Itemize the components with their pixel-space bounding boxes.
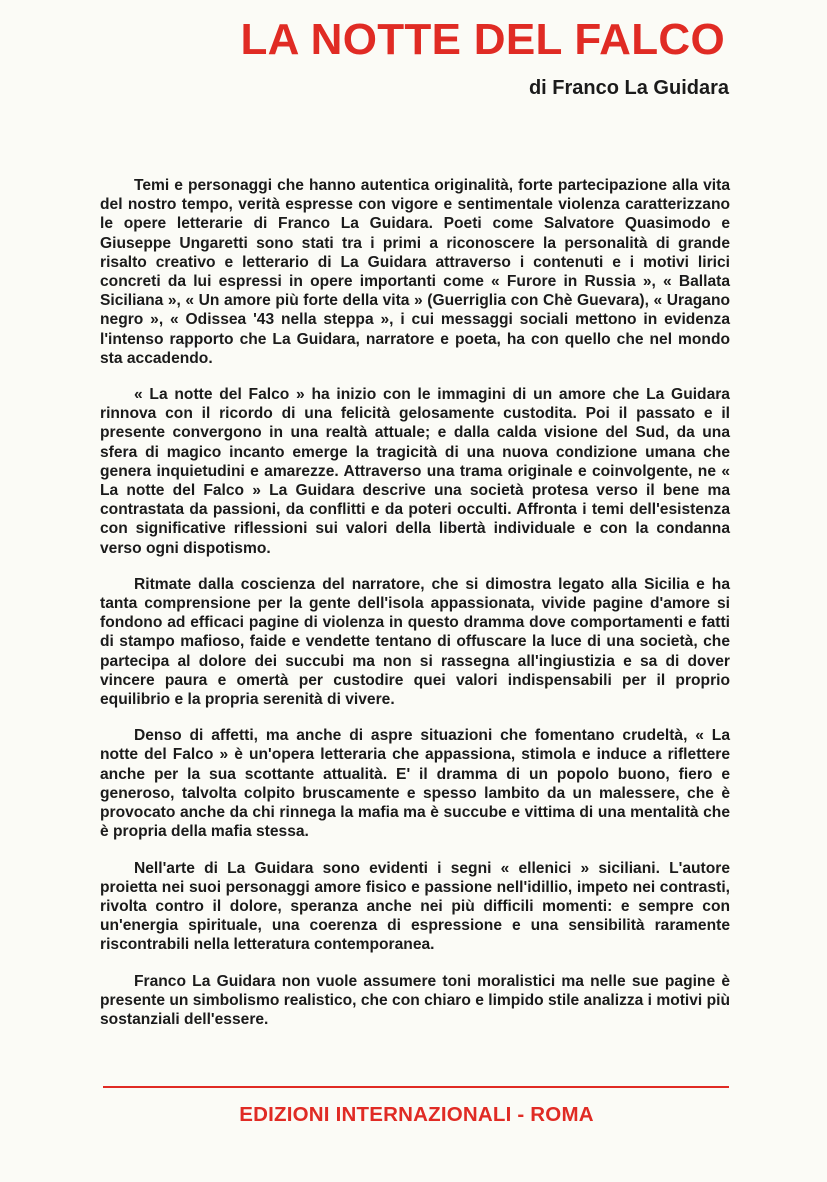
footer-divider	[103, 1086, 729, 1088]
book-author: di Franco La Guidara	[528, 77, 729, 99]
blurb-paragraph-3: Ritmate dalla coscienza del narratore, che si dimostra legato alla Sicilia e ha tanta comprensione per la gente dell'isola appassionata, vivide pagine d'amore si fondono ad efficaci pagine di violenza in questo dramma dove comportamenti e fatti di stampo mafioso, faide e vendette tentano di offuscare la luce di una società, che partecipa al dolore dei succubi ma non si rassegna all'ingiustizia e sa di dover vincere paura e omertà per custodire quei valori indispensabili per il proprio equilibrio e la propria serenità di vivere.	[100, 575, 730, 709]
blurb-text	[100, 176, 730, 1046]
publisher-name	[0, 1100, 827, 1130]
blurb-paragraph-6: Franco La Guidara non vuole assumere toni moralistici ma nelle sue pagine è presente un simbolismo realistico, che con chiaro e limpido stile analizza i motivi più sostanziali dell'essere.	[100, 972, 730, 1028]
blurb-paragraph-1: Temi e personaggi che hanno autentica originalità, forte partecipazione alla vita del nostro tempo, verità espresse con vigore e sentimentale violenza caratterizzano le opere letterarie di Franco La Guidara. Poeti come Salvatore Quasimodo e Giuseppe Ungaretti sono stati tra i primi a riconoscere la personalità di grande risalto creativo e letterario di La Guidara attraverso i contenuti e i motivi lirici concreti da lui espressi in opere importanti come « Furore in Russia », « Ballata Siciliana », « Un amore più forte della vita » (Guerriglia con Chè Guevara), « Uragano negro », « Odissea '43 nella steppa », i cui messaggi sociali mettono in evidenza l'intenso rapporto che La Guidara, narratore e poeta, ha con quello che nel mondo sta accadendo.	[100, 177, 730, 367]
blurb-paragraph-4: Denso di affetti, ma anche di aspre situazioni che fomentano crudeltà, « La notte del Falco » è un'opera letteraria che appassiona, stimola e induce a riflettere anche per la sua scottante attualità. E' il dramma di un popolo buono, fiero e generoso, talvolta colpito bruscamente e spesso lambito da un malessere, che è provocato anche da chi rinnega la mafia ma è succube e vittima di una mentalità che è propria della mafia stessa.	[100, 727, 730, 841]
blurb-paragraph-2: « La notte del Falco » ha inizio con le immagini di un amore che La Guidara rinnova con il ricordo di una felicità gelosamente custodita. Poi il passato e il presente convergono in una realtà attuale; e dalla calda visione del Sud, da una sfera di magico incanto emerge la tragicità di una nuova condizione umana che genera inquietudini e amarezze. Attraverso una trama originale e coinvolgente, ne « La notte del Falco » La Guidara descrive una società protesa verso il bene ma contrastata da passioni, da conflitti e da poteri occulti. Affronta i temi dell'esistenza con significative riflessioni sui valori della libertà individuale e con la condanna verso ogni dispotismo.	[100, 386, 730, 557]
book-title: LA NOTTE DEL FALCO	[240, 15, 725, 64]
publisher-label: EDIZIONI INTERNAZIONALI - ROMA	[239, 1103, 594, 1126]
blurb-paragraph-5: Nell'arte di La Guidara sono evidenti i segni « ellenici » siciliani. L'autore proietta nei suoi personaggi amore fisico e passione nell'idillio, impeto nei contrasti, rivolta contro il dolore, speranza anche nei più difficili momenti: e sempre con un'energia spirituale, una coerenza di espressione e una sensibilità raramente riscontrabili nella letteratura contemporanea.	[100, 859, 730, 954]
